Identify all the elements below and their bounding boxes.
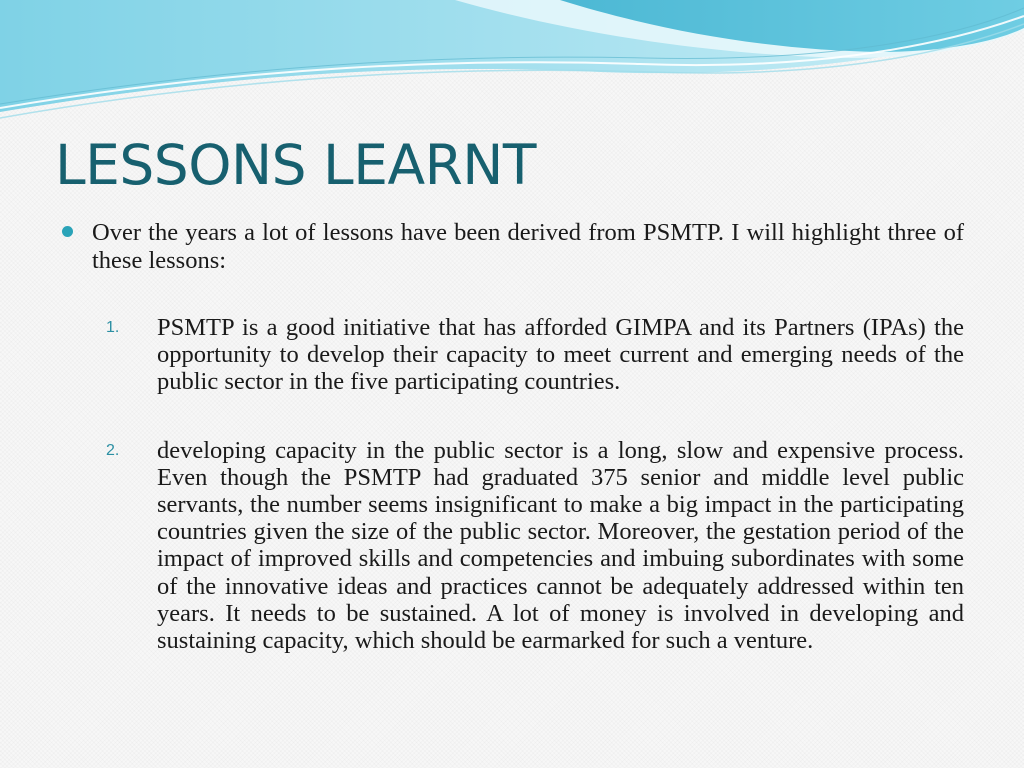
- slide-title: LESSONS LEARNT: [55, 133, 537, 197]
- lesson-item: [60, 437, 964, 655]
- lessons-list: [60, 314, 964, 654]
- intro-bullet-text: Over the years a lot of lessons have been derived from PSMTP. I will highlight three of these lessons:: [92, 219, 964, 274]
- lesson-number: 1.: [106, 319, 120, 336]
- lesson-text: developing capacity in the public sector is a long, slow and expensive process. Even though the PSMTP had graduated 375 senior and middle level public servants, the number seems insignificant to make a big impact in the participating countries given the size of the public sector. Moreover, the gestation period of the impact of improved skills and competencies and imbuing subordinates with some of the innovative ideas and practices cannot be adequately addressed within ten years. It needs to be sustained. A lot of money is involved in developing and sustaining capacity, which should be earmarked for such a venture.: [157, 436, 964, 655]
- bullet-dot-icon: [62, 226, 73, 237]
- intro-bullet: [60, 219, 964, 274]
- lesson-text: PSMTP is a good initiative that has afforded GIMPA and its Partners (IPAs) the opportunity to develop their capacity to meet current and emerging needs of the public sector in the five participating countries.: [157, 314, 964, 396]
- header-wave-decoration: [0, 0, 1024, 125]
- lesson-number: 2.: [106, 441, 120, 459]
- slide-content: [60, 219, 964, 654]
- lesson-item: [60, 314, 964, 396]
